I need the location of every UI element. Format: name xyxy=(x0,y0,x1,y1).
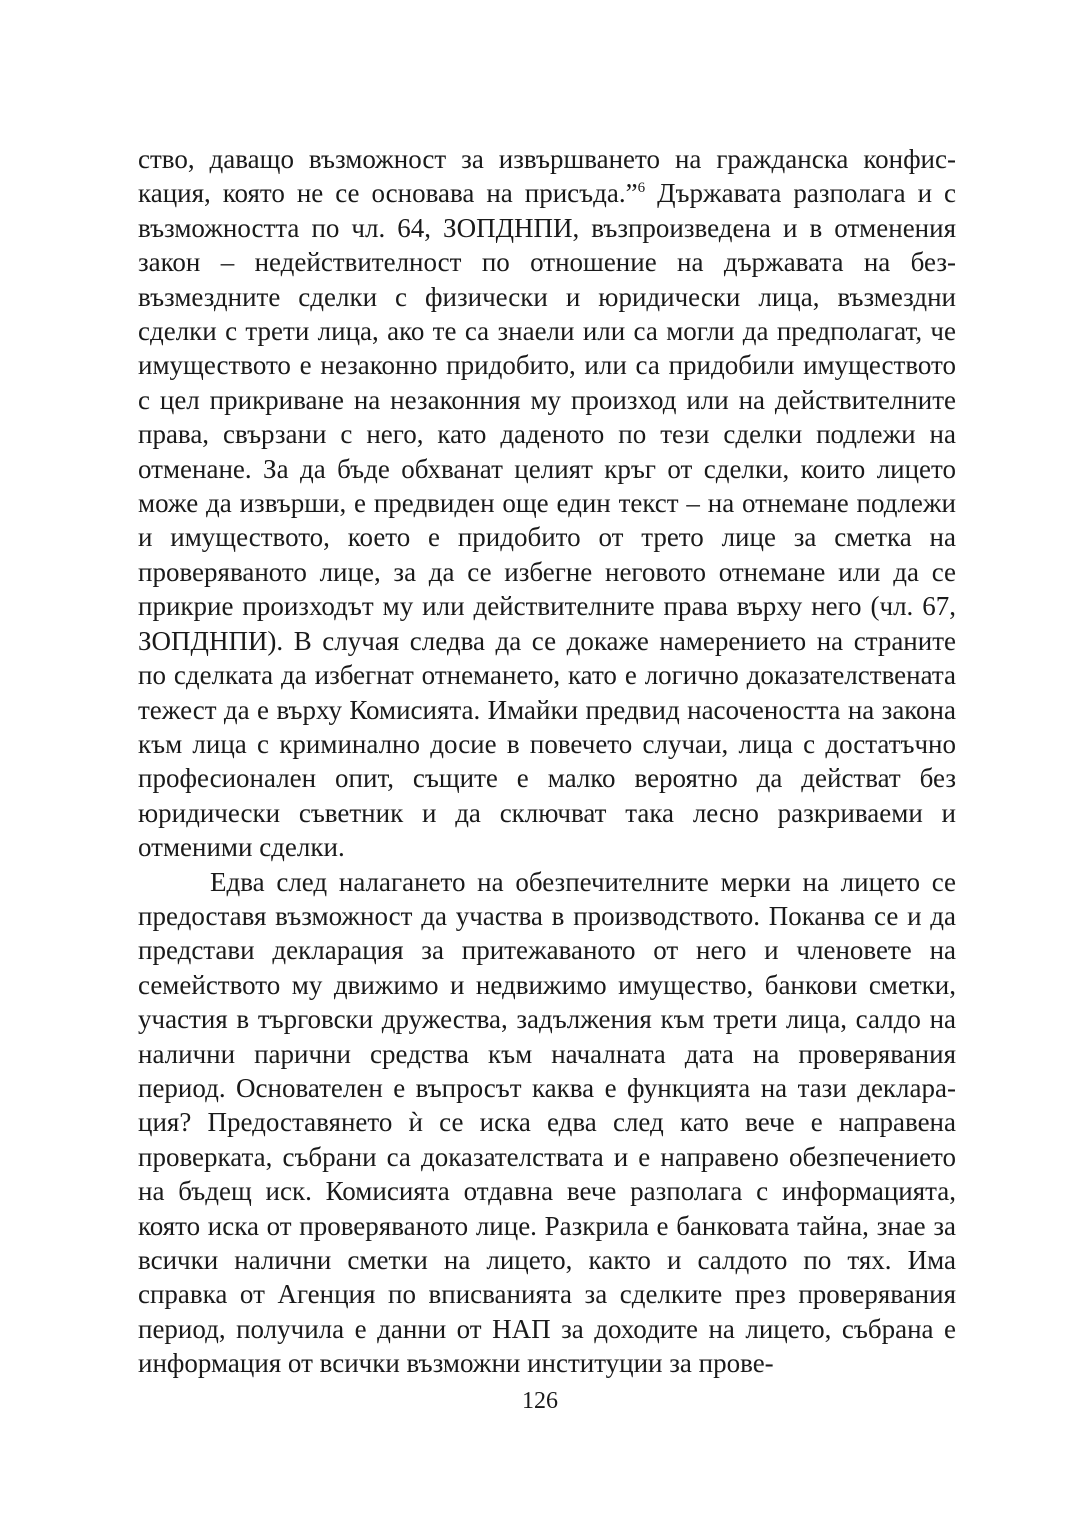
paragraph-1-rest: Държавата разполага и с възможността по чл. 64, ЗОПДНПИ, възпроизведена и в отменения закон – недействителност по отношение на държавата на безвъзмездните сделки с физически и юридически лица, възмездни сделки с трети лица, ако те са знаели или са могли да предполагат, че имуществото е незаконно придобито, или са придобили имуществото с цел прикриване на незаконния му произход или на действителните права, свързани с него, като даденото по тези сделки подлежи на отменане. За да бъде обхванат целият кръг от сделки, които лицето може да извърши, е предвиден още един текст – на отнемане подлежи и имуществото, което е придобито от трето лице за сметка на проверяваното лице, за да се избегне неговото отнемане или да се прикрие произходът му или действителните права върху него (чл. 67, ЗОПДНПИ). В случая следва да се докаже намерението на страните по сделката да избегнат отнемането, като е логично доказателствената тежест да е върху Комисията. Имайки предвид насочеността на закона към лица с криминално досие в повечето случаи, лица с достатъчно професионален опит, същите е малко вероятно да действат без юридически съветник и да сключват така лесно разкриваеми и отменими сделки. xyxy=(138,178,957,863)
paragraph-2: Едва след налагането на обезпечителните мерки на лицето се предоставя възможност да участва в производството. Поканва се и да представи декларация за притежаваното от него и членовете на семейството му движимо и недвижимо имущество, банкови сметки, участия в търговски дружества, задължения към трети лица, салдо на налични парични средства към началната дата на проверявания период. Основателен е въпросът каква е функцията на тази декларация? Предоставянето ѝ се иска едва след като вече е направена проверката, събрани са доказателствата и е направено обезпечението на бъдещ иск. Комисията отдавна вече разполага с информацията, която иска от проверяваното лице. Разкрила е банковата тайна, знае за всички налични сметки на лицето, както и салдото по тях. Има справка от Агенция по вписванията за сделките през проверявания период, получила е данни от НАП за доходите на лицето, събрана е информация от всички възможни институции за прове- xyxy=(138,866,956,1379)
paragraph-1-start: ство, даващо възможност за извършването на гражданска конфискация, която не се основава на присъда.” xyxy=(138,144,956,209)
page-number: 126 xyxy=(522,1388,558,1414)
body-text xyxy=(138,142,956,1381)
footnote-reference: 6 xyxy=(637,180,646,197)
paragraph-1 xyxy=(138,142,956,865)
